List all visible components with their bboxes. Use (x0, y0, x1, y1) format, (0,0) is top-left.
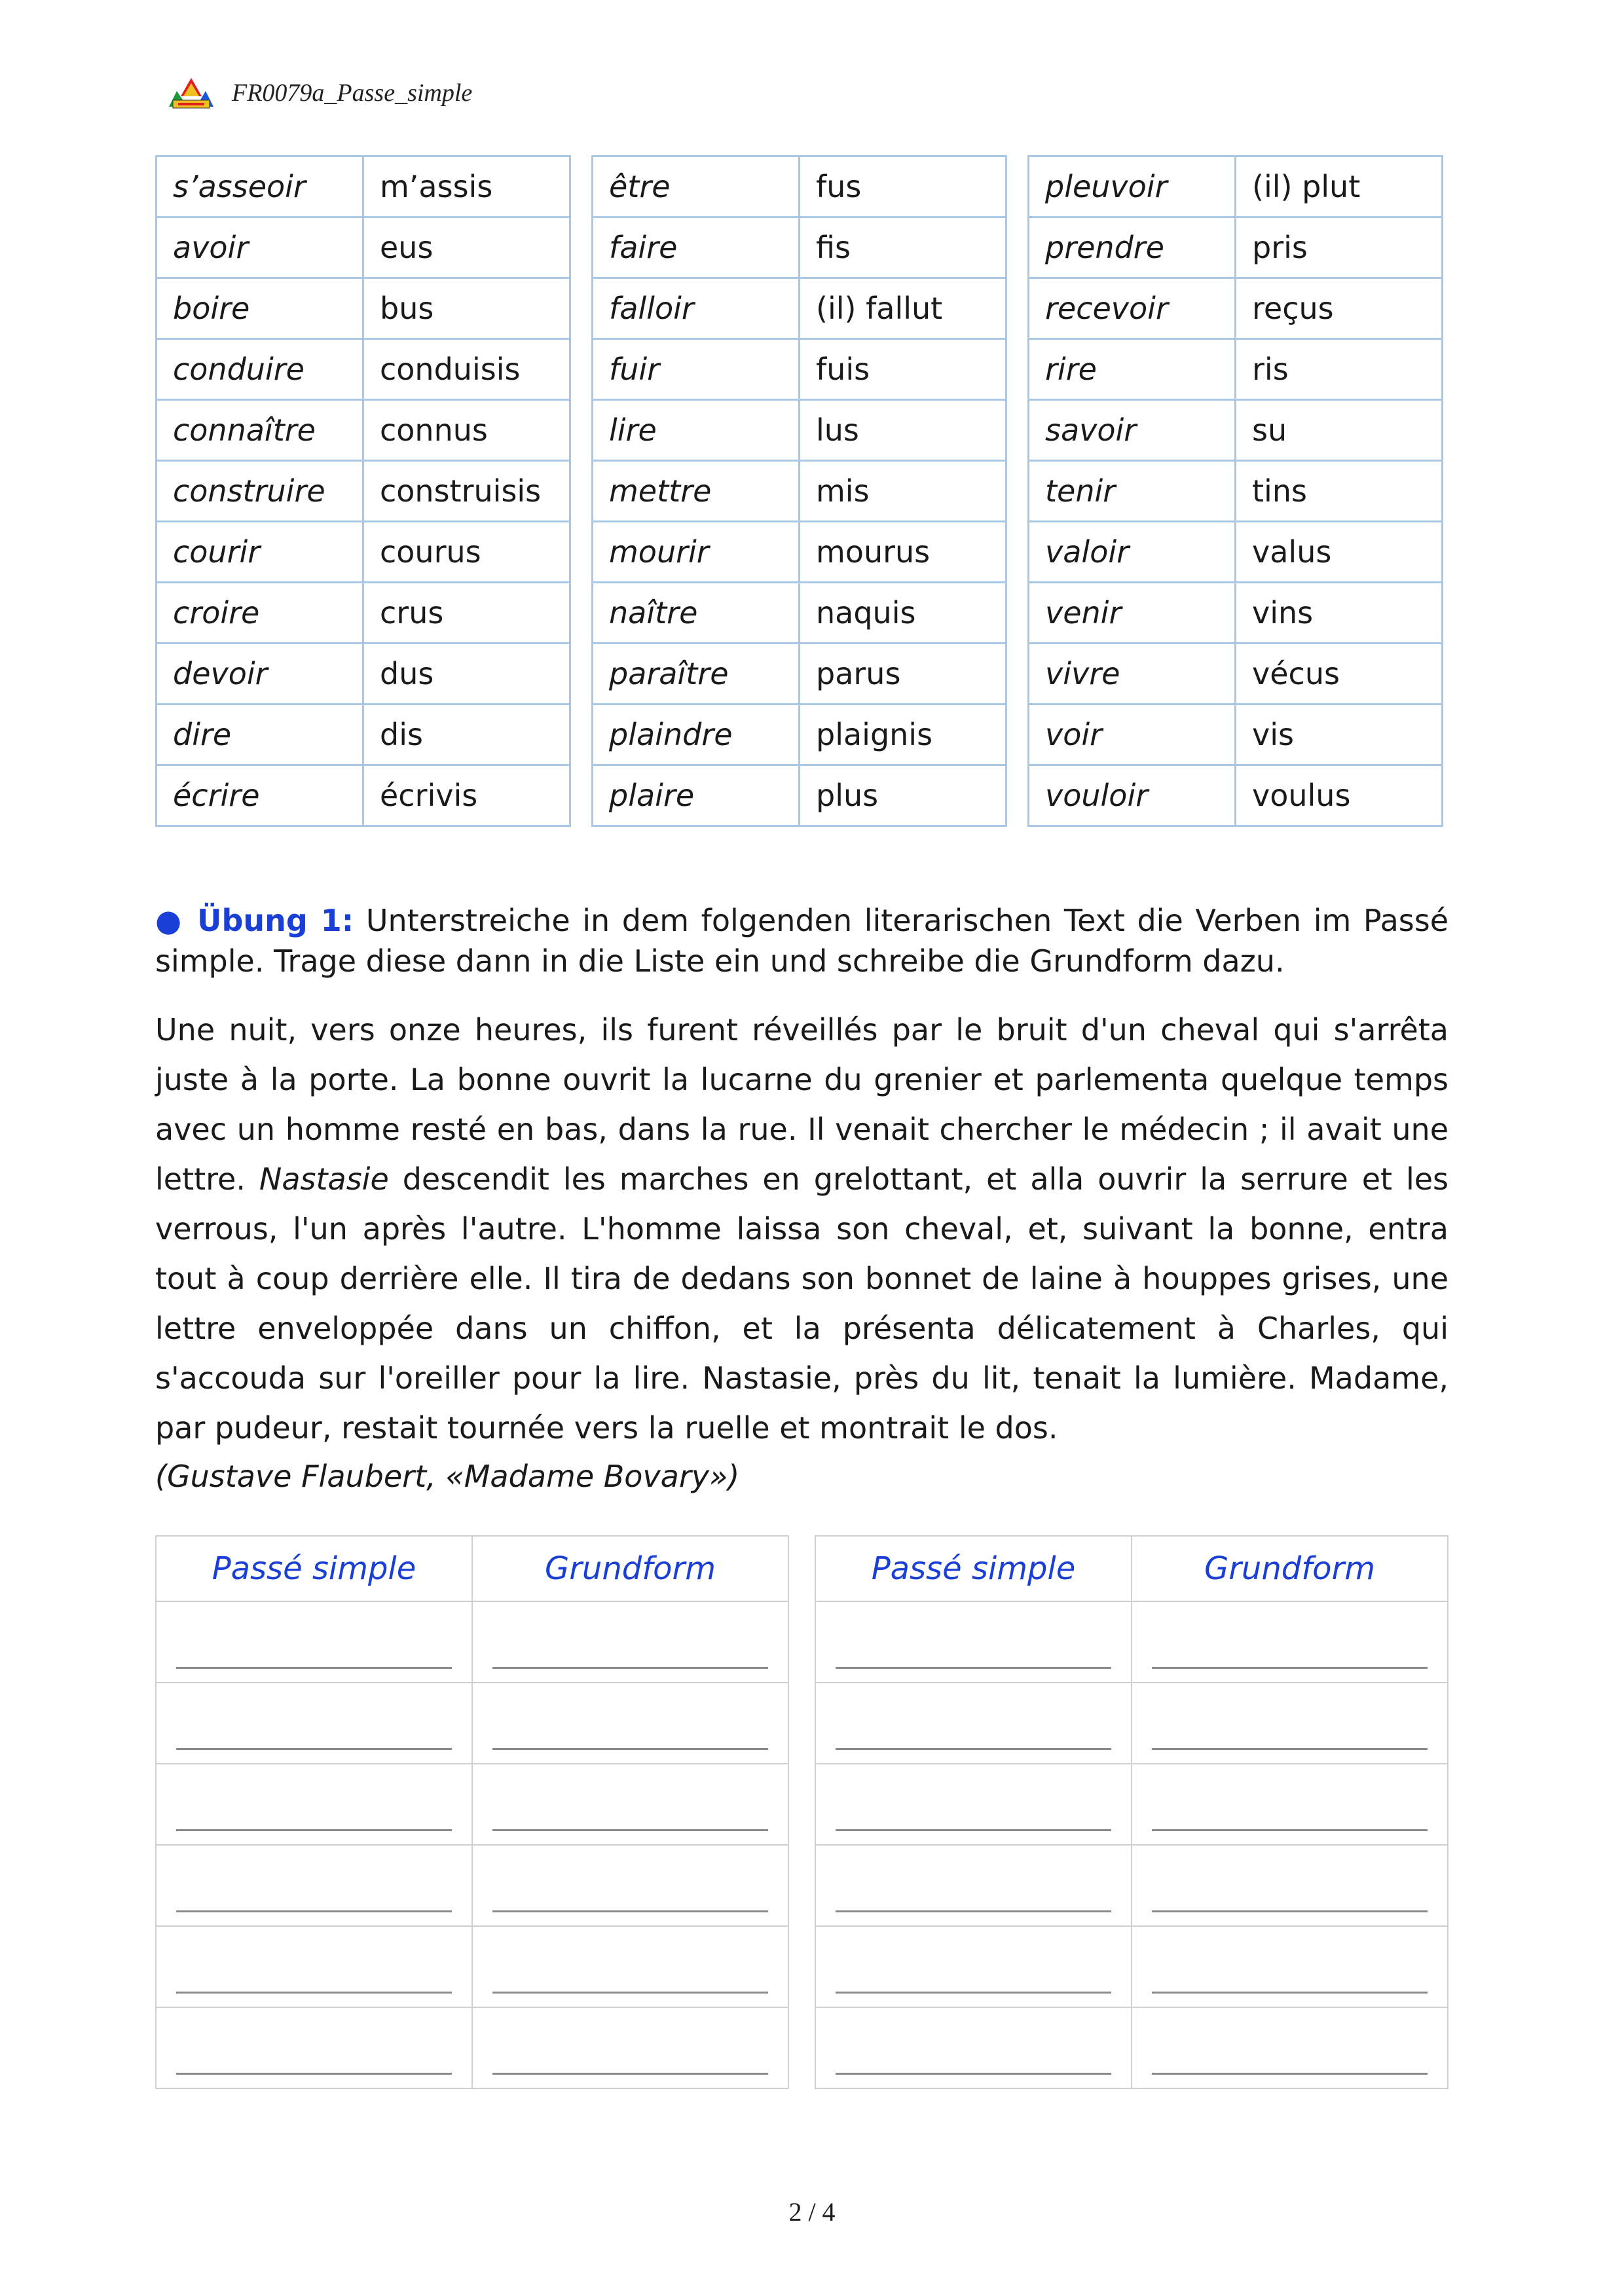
passe-simple-cell: fuis (800, 339, 1006, 400)
verb-row (593, 400, 1006, 461)
verb-row (157, 644, 570, 704)
exercise-label: ● Übung 1: (155, 903, 354, 938)
infinitive-cell: s’asseoir (157, 156, 363, 217)
answer-grundform-blank[interactable] (1132, 1926, 1448, 2007)
write-line (176, 1829, 452, 1831)
answer-grundform-blank[interactable] (472, 1601, 788, 1683)
verb-row (1029, 400, 1443, 461)
passe-simple-cell: m’assis (363, 156, 570, 217)
answer-grundform-blank[interactable] (472, 1764, 788, 1845)
verb-row (1029, 461, 1443, 522)
verb-row (1029, 583, 1443, 644)
verb-row (1029, 278, 1443, 339)
passe-simple-cell: écrivis (363, 765, 570, 826)
infinitive-cell: plaire (593, 765, 800, 826)
write-line (176, 1667, 452, 1669)
passe-simple-cell: courus (363, 522, 570, 583)
passe-simple-cell: reçus (1236, 278, 1443, 339)
infinitive-cell: tenir (1029, 461, 1236, 522)
answer-passe-simple-blank[interactable] (815, 1764, 1132, 1845)
verb-row (157, 339, 570, 400)
write-line (836, 1992, 1111, 1994)
infinitive-cell: croire (157, 583, 363, 644)
exercise-instruction (155, 900, 1449, 981)
write-line (836, 1829, 1111, 1831)
infinitive-cell: savoir (1029, 400, 1236, 461)
answer-table-right (815, 1535, 1449, 2089)
infinitive-cell: plaindre (593, 704, 800, 765)
answer-table-left (155, 1535, 789, 2089)
infinitive-cell: devoir (157, 644, 363, 704)
answer-row (815, 1764, 1448, 1845)
write-line (836, 1910, 1111, 1912)
answer-grundform-blank[interactable] (472, 1845, 788, 1926)
verb-row (593, 583, 1006, 644)
answer-grundform-blank[interactable] (1132, 1601, 1448, 1683)
infinitive-cell: falloir (593, 278, 800, 339)
column-header-grundform: Grundform (1132, 1536, 1448, 1601)
infinitive-cell: construire (157, 461, 363, 522)
verb-row (157, 765, 570, 826)
passe-simple-cell: vécus (1236, 644, 1443, 704)
passe-simple-cell: mourus (800, 522, 1006, 583)
page-number: 2 / 4 (788, 2197, 836, 2227)
infinitive-cell: lire (593, 400, 800, 461)
passe-simple-cell: fis (800, 217, 1006, 278)
verb-row (593, 765, 1006, 826)
answer-row (156, 1926, 788, 2007)
write-line (1152, 1829, 1428, 1831)
passe-simple-cell: mis (800, 461, 1006, 522)
passe-simple-cell: ris (1236, 339, 1443, 400)
passe-simple-cell: connus (363, 400, 570, 461)
answer-passe-simple-blank[interactable] (815, 1926, 1132, 2007)
page-header (168, 73, 472, 113)
verb-row (593, 461, 1006, 522)
write-line (492, 2073, 768, 2075)
passe-simple-cell: construisis (363, 461, 570, 522)
answer-row (815, 1683, 1448, 1764)
infinitive-cell: mourir (593, 522, 800, 583)
passage-text-2: descendit les marches en grelottant, et alla ouvrir la serrure et les verrous, l'un après l'autre. L'homme laissa son cheval, et, suivant la bonne, entra tout à coup derrière elle. Il tira de dedans son bonnet de laine à houppes grises, une lettre enveloppée dans un chiffon, et la présenta délicatement à Charles, qui s'accouda sur l'oreiller pour la lire. Nastasie, près du lit, tenait la lumière. Madame, par pudeur, restait tournée vers la ruelle et montrait le dos. (155, 1161, 1449, 1446)
verb-row (157, 704, 570, 765)
answer-passe-simple-blank[interactable] (815, 1601, 1132, 1683)
answer-passe-simple-blank[interactable] (156, 1845, 472, 1926)
passe-simple-cell: plus (800, 765, 1006, 826)
answer-row (815, 1601, 1448, 1683)
passe-simple-cell: (il) fallut (800, 278, 1006, 339)
answer-row (815, 2007, 1448, 2088)
infinitive-cell: vivre (1029, 644, 1236, 704)
answer-grundform-blank[interactable] (1132, 1683, 1448, 1764)
passage-source: (Gustave Flaubert, «Madame Bovary») (155, 1459, 740, 1494)
write-line (492, 1748, 768, 1750)
write-line (1152, 1992, 1428, 1994)
verb-row (593, 278, 1006, 339)
answer-passe-simple-blank[interactable] (815, 1845, 1132, 1926)
verb-row (1029, 339, 1443, 400)
answer-grundform-blank[interactable] (1132, 1845, 1448, 1926)
infinitive-cell: dire (157, 704, 363, 765)
answer-row (156, 1845, 788, 1926)
infinitive-cell: pleuvoir (1029, 156, 1236, 217)
write-line (492, 1992, 768, 1994)
verb-row (157, 522, 570, 583)
literary-passage (155, 1005, 1449, 1453)
column-header-grundform: Grundform (472, 1536, 788, 1601)
verb-table-2 (591, 155, 1007, 827)
passe-simple-cell: pris (1236, 217, 1443, 278)
answer-row (156, 1764, 788, 1845)
write-line (1152, 1910, 1428, 1912)
write-line (176, 2073, 452, 2075)
write-line (176, 1992, 452, 1994)
infinitive-cell: faire (593, 217, 800, 278)
passe-simple-cell: naquis (800, 583, 1006, 644)
answer-passe-simple-blank[interactable] (815, 2007, 1132, 2088)
answer-grundform-blank[interactable] (472, 1926, 788, 2007)
answer-passe-simple-blank[interactable] (156, 1601, 472, 1683)
infinitive-cell: naître (593, 583, 800, 644)
verb-reference-tables (155, 155, 1449, 869)
verb-row (1029, 644, 1443, 704)
infinitive-cell: fuir (593, 339, 800, 400)
exercise-text: Unterstreiche in dem folgenden literarischen Text die Verben im Passé simple. Trage diese dann in die Liste ein und schreibe die Grundform dazu. (155, 903, 1449, 979)
infinitive-cell: avoir (157, 217, 363, 278)
answer-passe-simple-blank[interactable] (156, 1683, 472, 1764)
passage-text-1: Une nuit, vers onze heures, ils furent réveillés par le bruit d'un cheval qui s'arrêta juste à la porte. La bonne ouvrit la lucarne du grenier et parlementa quelque temps avec un homme resté en bas, dans la rue. Il venait chercher le médecin ; il avait une lettre. (155, 1012, 1449, 1197)
passage-name: Nastasie (259, 1161, 389, 1197)
answer-row (815, 1926, 1448, 2007)
passe-simple-cell: lus (800, 400, 1006, 461)
write-line (836, 1667, 1111, 1669)
verb-row (157, 217, 570, 278)
passe-simple-cell: dis (363, 704, 570, 765)
passe-simple-cell: parus (800, 644, 1006, 704)
verb-row (157, 583, 570, 644)
answer-grundform-blank[interactable] (1132, 1764, 1448, 1845)
passe-simple-cell: (il) plut (1236, 156, 1443, 217)
passe-simple-cell: su (1236, 400, 1443, 461)
answer-row (156, 1601, 788, 1683)
infinitive-cell: paraître (593, 644, 800, 704)
verb-row (593, 522, 1006, 583)
answer-passe-simple-blank[interactable] (156, 1764, 472, 1845)
passe-simple-cell: vins (1236, 583, 1443, 644)
logo-icon (168, 77, 215, 109)
infinitive-cell: boire (157, 278, 363, 339)
infinitive-cell: venir (1029, 583, 1236, 644)
answer-row (156, 2007, 788, 2088)
passe-simple-cell: valus (1236, 522, 1443, 583)
verb-row (593, 156, 1006, 217)
verb-table-3 (1027, 155, 1443, 827)
write-line (492, 1910, 768, 1912)
passe-simple-cell: eus (363, 217, 570, 278)
write-line (1152, 2073, 1428, 2075)
infinitive-cell: recevoir (1029, 278, 1236, 339)
write-line (1152, 1748, 1428, 1750)
verb-row (157, 400, 570, 461)
write-line (836, 2073, 1111, 2075)
passe-simple-cell: dus (363, 644, 570, 704)
passe-simple-cell: conduisis (363, 339, 570, 400)
verb-row (593, 644, 1006, 704)
infinitive-cell: prendre (1029, 217, 1236, 278)
answer-grundform-blank[interactable] (472, 2007, 788, 2088)
verb-row (1029, 765, 1443, 826)
write-line (492, 1829, 768, 1831)
verb-table-1 (155, 155, 571, 827)
verb-row (1029, 522, 1443, 583)
infinitive-cell: voir (1029, 704, 1236, 765)
verb-row (1029, 704, 1443, 765)
infinitive-cell: être (593, 156, 800, 217)
document-id: FR0079a_Passe_simple (232, 79, 473, 107)
infinitive-cell: vouloir (1029, 765, 1236, 826)
infinitive-cell: conduire (157, 339, 363, 400)
answer-row (815, 1845, 1448, 1926)
write-line (492, 1667, 768, 1669)
verb-row (593, 217, 1006, 278)
write-line (176, 1910, 452, 1912)
column-header-passe-simple: Passé simple (815, 1536, 1132, 1601)
write-line (176, 1748, 452, 1750)
verb-row (1029, 156, 1443, 217)
answer-grundform-blank[interactable] (472, 1683, 788, 1764)
write-line (836, 1748, 1111, 1750)
passe-simple-cell: bus (363, 278, 570, 339)
verb-row (157, 278, 570, 339)
write-line (1152, 1667, 1428, 1669)
passe-simple-cell: tins (1236, 461, 1443, 522)
infinitive-cell: écrire (157, 765, 363, 826)
answer-passe-simple-blank[interactable] (156, 2007, 472, 2088)
column-header-passe-simple: Passé simple (156, 1536, 472, 1601)
verb-row (593, 704, 1006, 765)
verb-row (1029, 217, 1443, 278)
passe-simple-cell: plaignis (800, 704, 1006, 765)
infinitive-cell: valoir (1029, 522, 1236, 583)
passe-simple-cell: vis (1236, 704, 1443, 765)
answer-passe-simple-blank[interactable] (815, 1683, 1132, 1764)
infinitive-cell: connaître (157, 400, 363, 461)
verb-row (157, 156, 570, 217)
verb-row (593, 339, 1006, 400)
infinitive-cell: courir (157, 522, 363, 583)
verb-row (157, 461, 570, 522)
passe-simple-cell: voulus (1236, 765, 1443, 826)
answer-passe-simple-blank[interactable] (156, 1926, 472, 2007)
passe-simple-cell: crus (363, 583, 570, 644)
answer-grundform-blank[interactable] (1132, 2007, 1448, 2088)
answer-row (156, 1683, 788, 1764)
infinitive-cell: mettre (593, 461, 800, 522)
infinitive-cell: rire (1029, 339, 1236, 400)
passe-simple-cell: fus (800, 156, 1006, 217)
